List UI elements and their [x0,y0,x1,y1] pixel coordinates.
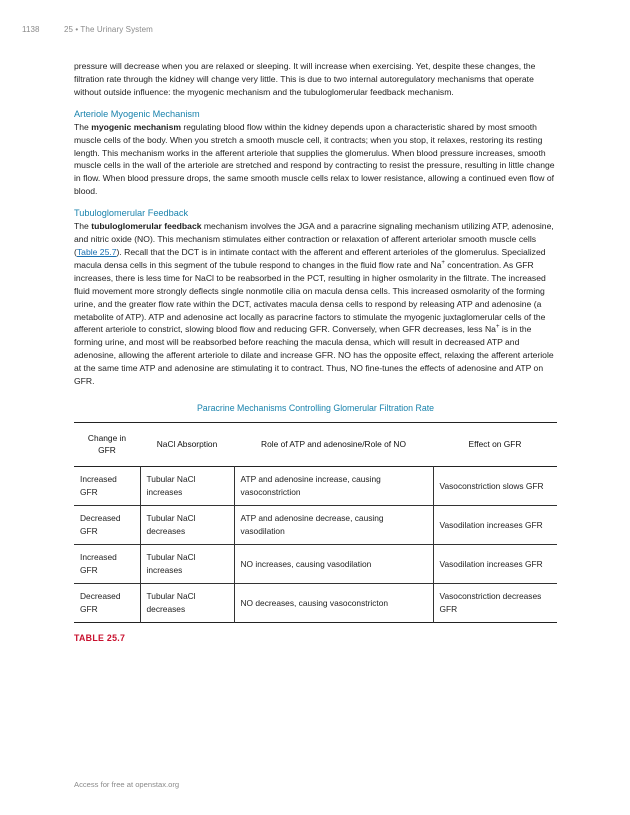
table-cell: Decreased GFR [74,583,140,622]
intro-paragraph: pressure will decrease when you are relaxed or sleeping. It will increase when exercising. Yet, despite these changes, the filtration rate through the kidney will change very little. This is due to two internal autoregulatory mechanisms that operate without outside influence: the myogenic mechanism and the tubuloglomerular feedback mechanism. [74,61,536,97]
paragraph-text: concentration. As GFR increases, there is less time for NaCl to be reabsorbed in the PCT, resulting in higher osmolarity in the filtrate. The increased fluid movement more strongly deflects single nonmotile cilia on macula densa cells. This increased osmolarity of the forming urine, and the greater flow rate within the DCT, activates macula densa cells to respond by releasing ATP and adenosine (a metabolite of ATP). ATP and adenosine act locally as paracrine factors to stimulate the myogenic juxtaglomerular cells of the afferent arteriole to constrict, slowing blood flow and reducing GFR. Conversely, when GFR decreases, less Na [74,259,546,335]
table-cell: Vasoconstriction decreases GFR [439,591,542,614]
table-cell: ATP and adenosine decrease, causing vasodilation [234,505,433,544]
table-header-row [74,422,557,466]
table-cell: Tubular NaCl increases [140,544,234,583]
tubuloglomerular-paragraph [74,220,557,388]
table-cell: Increased GFR [74,544,140,583]
table-cell: Increased GFR [74,466,140,505]
table-reference-link[interactable]: Table 25.7 [76,246,117,257]
table-cell: NO increases, causing vasodilation [234,544,433,583]
section-heading-tubuloglomerular: Tubuloglomerular Feedback [74,208,189,219]
paragraph-text: is in the forming urine, and most will be reabsorbed before reaching the macula densa, which will result in decreased ATP and adenosine, allowing the afferent arteriole to dilate and increase GFR. NO has the opposite effect, relaxing the afferent arteriole at the same time ATP and adenosine are stimulating it to contract. Thus, NO fine-tunes the effects of adenosine and ATP on GFR. [74,324,554,387]
table-cell: Tubular NaCl decreases [140,583,234,622]
header-cell: Effect on GFR [468,439,522,450]
paragraph-text: mechanism involves the JGA and a paracrine signaling mechanism utilizing ATP, adenosine, and nitric oxide (NO). This mechanism stimulates either contraction or relaxation of afferent arteriolar smooth muscle cells ( [74,221,554,257]
section-heading-myogenic: Arteriole Myogenic Mechanism [74,108,200,119]
myogenic-paragraph [74,121,557,198]
page-footer: Access for free at openstax.org [74,780,180,789]
table-cell: Tubular NaCl increases [140,466,234,505]
chapter-title: 25 • The Urinary System [63,25,153,34]
table-label: TABLE 25.7 [74,632,126,643]
header-cell: Change in GFR [87,432,127,456]
superscript: + [495,324,500,331]
table-cell: Decreased GFR [74,505,140,544]
table-cell: Vasodilation increases GFR [439,558,543,569]
table-cell: ATP and adenosine increase, causing vasoconstriction [234,466,433,505]
key-term-myogenic: myogenic mechanism [91,121,181,132]
key-term-tubuloglomerular: tubuloglomerular feedback [91,221,202,232]
paragraph-text: regulating blood flow within the kidney depends upon a characteristic shared by most smooth muscle cells of the body. When you stretch a smooth muscle cell, it contracts; when you stop, it relaxes, restoring its resting length. This mechanism works in the afferent arteriole that supplies the glomerulus. When blood pressure increases, smooth muscle cells in the wall of the arteriole are stretched and respond by contracting to resist the pressure, resulting in little change in flow. When blood pressure drops, the same smooth muscle cells relax to lower resistance, allowing a continued even flow of blood. [74,121,555,197]
header-cell: NaCl Absorption [156,439,218,450]
table-row [74,544,557,583]
running-header [22,25,153,34]
table-row [74,583,557,622]
header-cell: Role of ATP and adenosine/Role of NO [261,439,406,450]
paragraph-text: The [74,121,92,132]
paracrine-table [74,422,557,623]
table-cell: NO decreases, causing vasoconstricton [234,583,433,622]
table-caption: Paracrine Mechanisms Controlling Glomerular Filtration Rate [196,402,435,413]
table-cell: Tubular NaCl decreases [140,505,234,544]
page-number: 1138 [22,25,40,34]
table-row [74,466,557,505]
paragraph-text: ). Recall that the DCT is in intimate contact with the afferent and efferent arterioles of the glomerulus. Specialized macula densa cells in this segment of the tubule respond to changes in the fluid flow rate and Na [74,246,546,270]
table-row [74,505,557,544]
page-content [74,60,557,643]
table-cell: Vasoconstriction slows GFR [439,480,544,491]
superscript: + [441,260,445,267]
paragraph-text: The [74,221,92,232]
table-cell: Vasodilation increases GFR [439,519,543,530]
